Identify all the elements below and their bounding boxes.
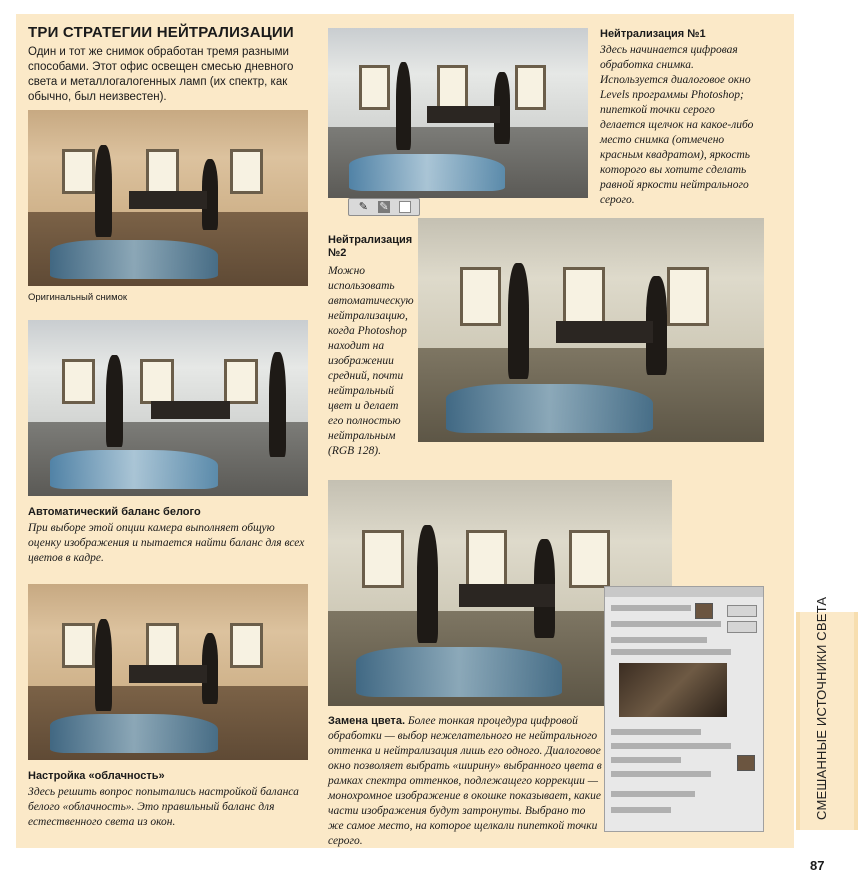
selection-preview [619,663,727,717]
cloudy-text: Здесь решить вопрос попытались настройкой баланса белого «облачность». Это правильный баланс для естественного света из окон. [28,786,299,828]
cloudy-photo [28,584,308,760]
cancel-button[interactable] [727,621,757,633]
gray-eyedropper-icon[interactable]: ✎ [379,201,389,213]
page-number: 87 [810,858,825,873]
levels-eyedroppers [348,198,420,216]
awb-photo [28,320,308,496]
cloudy-title: Настройка «облачность» [28,770,165,782]
white-eyedropper-icon[interactable] [399,201,411,213]
neutralization-2-text: Можно использовать автоматическую нейтрализацию, когда Photoshop находит на изображении средний, почти нейтральный цвет и делает его полностью нейтральным (RGB 128). [328,265,414,457]
original-photo [28,110,308,286]
section-title: СМЕШАННЫЕ ИСТОЧНИКИ СВЕТА [814,596,829,820]
ok-button[interactable] [727,605,757,617]
neutralization-1-text: Здесь начинается цифровая обработка снимка. Используется диалоговое окно Levels программы Photoshop; пипеткой точки серого делается щелчок на какое-либо место снимка (отмечено красным квадратом), яркость которого вы хотите сделать равной яркости нейтрального серого. [600,44,754,206]
intro-text: Один и тот же снимок обработан тремя разными способами. Этот офис освещен смесью дневного света и металлогалогенных ламп (их спектр, как обычно, был неизвестен). [28,46,294,103]
neutralization-1-title: Нейтрализация №1 [600,28,706,40]
awb-title: Автоматический баланс белого [28,506,201,518]
black-eyedropper-icon[interactable]: ✎ [358,201,368,213]
page-heading: ТРИ СТРАТЕГИИ НЕЙТРАЛИЗАЦИИ [28,24,294,41]
neutralization-1-photo [328,28,588,198]
original-caption: Оригинальный снимок [28,292,128,303]
replace-color-title: Замена цвета. [328,715,405,727]
replace-color-text [328,714,602,849]
awb-text: При выборе этой опции камера выполняет общую оценку изображения и пытается найти баланс для всех цветов в кадре. [28,522,305,564]
replace-color-dialog [604,586,764,832]
replace-color-body: Более тонкая процедура цифровой обработки — выбор нежелательного не нейтрального оттенка и нейтрализация лишь его одного. Диалоговое окно позволяет выбрать «ширину» выбранного цвета в рамках спектра оттенков, подлежащего коррекции — монохромное изображение в окошке показывает, какие части изображения будут затронуты. Выбрано то же самое место, на которое щелкали пипеткой точки серого. [328,715,602,847]
neutralization-2-photo [418,218,764,442]
neutralization-2-title: Нейтрализация №2 [328,234,413,259]
